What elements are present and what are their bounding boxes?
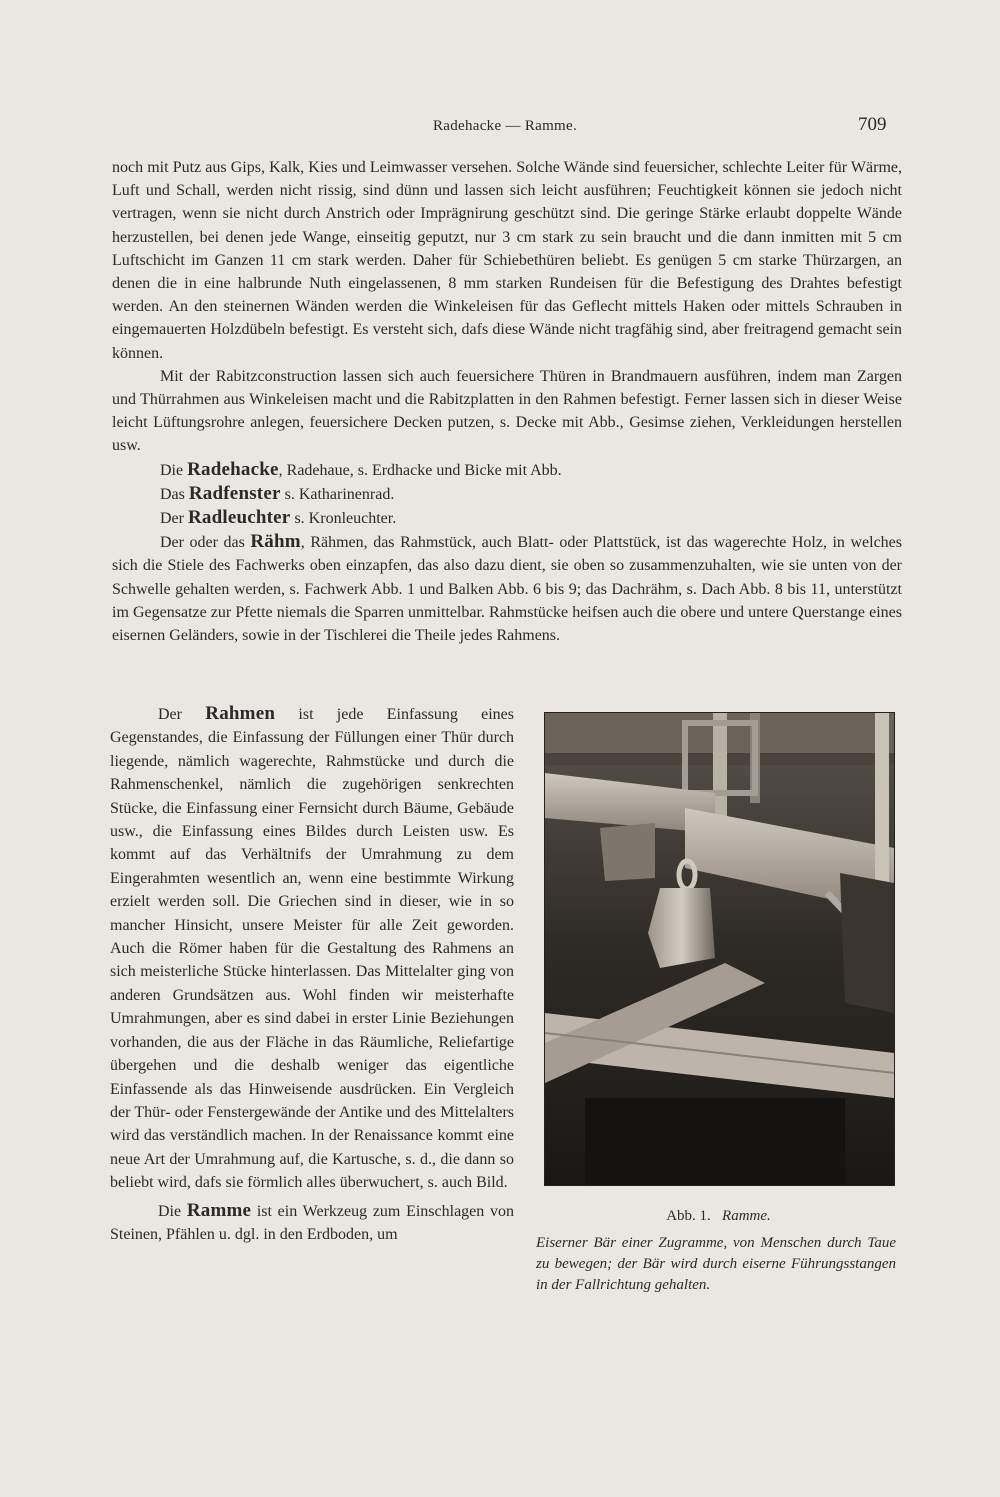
entry-text: ist ein Werkzeug zum Einschlagen von Steinen, Pfählen u. dgl. in den Erdboden, um — [110, 1202, 514, 1243]
entry-radfenster — [112, 482, 902, 506]
left-column — [110, 702, 514, 1246]
entry-lemma: Radfenster — [188, 482, 281, 504]
entry-lemma: Rahmen — [205, 703, 276, 724]
entry-radehacke — [112, 458, 902, 482]
figure-caption: Eiserner Bär einer Zugramme, von Menschen durch Taue zu bewegen; der Bär wird durch eiserne Führungsstangen in der Fallrichtung gehalten. — [536, 1235, 896, 1293]
entry-lemma: Rähm — [250, 531, 301, 553]
entry-lemma: Radehacke — [187, 458, 279, 480]
figure-photo-ramme — [544, 712, 895, 1186]
main-text — [112, 156, 902, 647]
entry-lemma: Radleuchter — [187, 507, 291, 529]
paragraph-rabitz-continued: noch mit Putz aus Gips, Kalk, Kies und Leimwasser versehen. Solche Wände sind feuersicher, schlechte Leiter für Wärme, Luft und Schall, werden nicht rissig, sind dünn und lassen sich leicht ausführen; Feuchtigkeit können sie jedoch nicht vertragen, wenn sie nicht durch Anstrich oder Imprägnirung geschützt sind. Die geringe Stärke erlaubt doppelte Wände herzustellen, bei denen jede Wange, einseitig geputzt, nur 3 cm stark zu sein braucht und die dann inmitten mit 5 cm Luftschicht im Ganzen 11 cm stark werden. Daher für Schiebethüren beliebt. Es genügen 5 cm starke Thürzargen, an denen die in eine halbrunde Nuth eingelassenen, 8 mm starken Rundeisen für die Befestigung des Drahtes befestigt werden. An den steinernen Wänden werden die Winkeleisen für das Geflecht mittels Haken oder mittels Schrauben in eingemauerten Holzdübeln befestigt. Es versteht sich, dafs diese Wände nicht tragfähig sind, aber freitragend gemacht sein können. — [112, 159, 902, 362]
entry-radleuchter — [112, 506, 902, 530]
entry-text: , Radehaue, s. Erdhacke und Bicke mit Abb. — [278, 461, 562, 479]
entry-ramme — [110, 1199, 514, 1247]
entry-article: Die — [158, 1202, 182, 1220]
entry-article: Die — [160, 461, 184, 479]
entry-text: , Rähmen, das Rahmstück, auch Blatt- oder Plattstück, ist das wagerechte Holz, in welches sich die Stiele des Fachwerks oben einzapfen, das also dazu dient, sie oben so zusammenzuhalten, wie sie unten von der Schwelle gehalten werden, s. Fachwerk Abb. 1 und Balken Abb. 6 bis 9; das Dachrähm, s. Dach Abb. 8 bis 11, unterstützt im Gegensatze zur Pfette niemals die Sparren unmittelbar. Rahmstücke heifsen auch die obere und untere Querstange eines eisernen Geländers, sowie in der Tischlerei die Theile jedes Rahmens. — [112, 534, 902, 645]
entry-rahmen — [110, 702, 514, 1195]
figure-number: Abb. 1. — [666, 1208, 711, 1224]
entry-text: ist jede Einfassung eines Gegenstandes, die Einfassung der Füllungen einer Thür durch liegende, nämlich wagerechte, Rahmstücke und durch die Rahmenschenkel, nämlich die zugehörigen senkrechten Stücke, die Einfassung einer Fernsicht durch Bäume, Gebäude usw., die Einfassung eines Bildes durch Leisten usw. Es kommt auf das Verhältnifs der Umrahmung zu dem Eingerahmten wesentlich an, wenn eine bestimmte Wirkung erzielt werden soll. Die Griechen sind in dieser, wie in so mancher Hinsicht, unsere Meister für alle Zeit geworden. Auch die Römer haben für die Gestaltung des Rahmens an sich meisterliche Stücke hinterlassen. Das Mittelalter ging von anderen Grundsätzen aus. Wohl finden wir meisterhafte Umrahmungen, aber es sind dabei in erster Linie Beziehungen vorhanden, die aus der Fläche in das Räumliche, Reliefartige übergehen und die deshalb weniger das eigentliche Einfassende als das Hinweisende ausdrücken. Ein Vergleich der Thür- oder Fenstergewände der Antike und des Mittelalters wird das verständlich machen. In der Renaissance kommt eine neue Art der Umrahmung auf, die Kartusche, s. d., die dann so beliebt wird, dafs sie förmlich alles überwuchert, s. auch Bild. — [110, 706, 515, 1192]
page-number: 709 — [858, 114, 887, 135]
entry-lemma: Ramme — [186, 1199, 252, 1221]
ramme-photograph — [545, 713, 894, 1185]
entry-text: s. Katharinenrad. — [280, 485, 395, 503]
paragraph-rabitz-doors: Mit der Rabitzconstruction lassen sich auch feuersichere Thüren in Brandmauern ausführen, indem man Zargen und Thürrahmen aus Winkeleisen macht und die Rabitzplatten in den Rahmen befestigt. Ferner lassen sich in dieser Weise leicht Lüftungsrohre anlegen, feuersichere Decken putzen, s. Decke mit Abb., Gesimse ziehen, Verkleidungen herstellen usw. — [112, 367, 902, 455]
figure-title: Ramme. — [722, 1208, 771, 1224]
figure-label — [544, 1208, 893, 1225]
entry-article: Das — [160, 485, 185, 503]
entry-article: Der oder das — [160, 534, 245, 552]
entry-article: Der — [158, 706, 182, 723]
running-title: Radehacke — Ramme. — [432, 118, 578, 134]
entry-rahm — [112, 530, 902, 647]
entry-article: Der — [160, 510, 184, 528]
entry-text: s. Kronleuchter. — [290, 510, 397, 528]
page-header — [0, 114, 1000, 138]
